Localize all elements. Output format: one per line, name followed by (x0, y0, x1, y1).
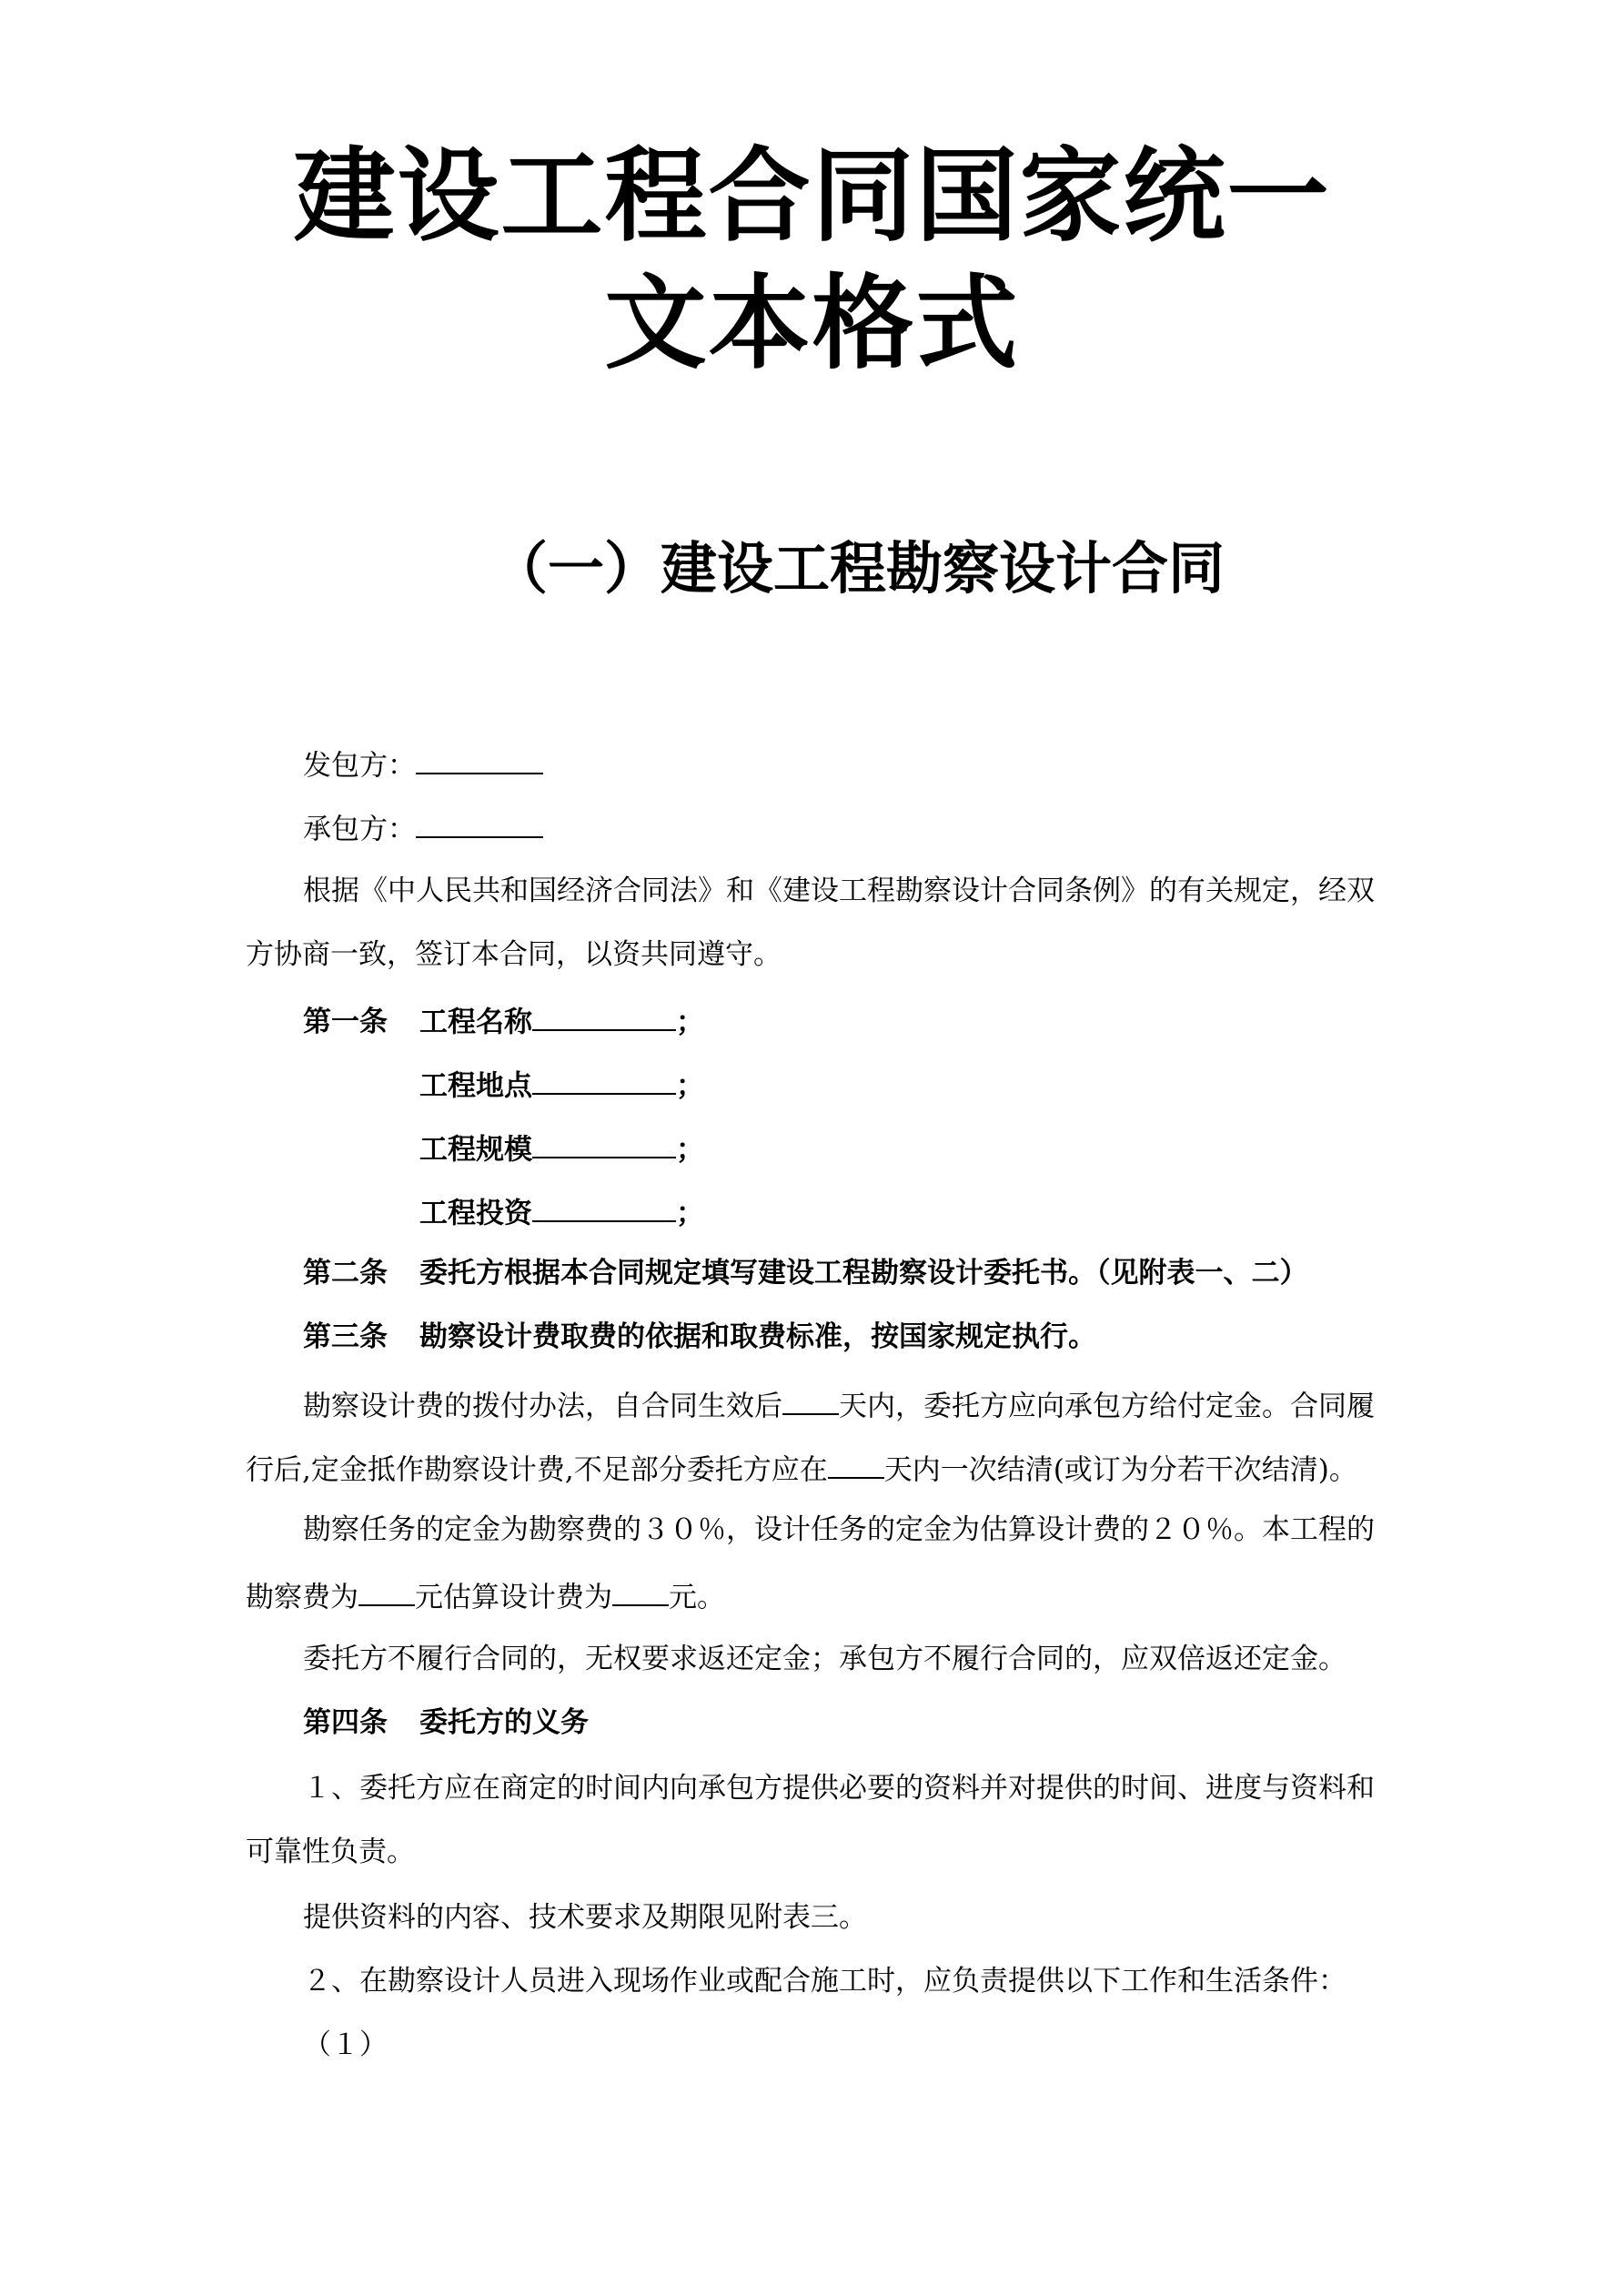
employer-field (303, 746, 543, 782)
duty-1-line-1: １、委托方应在商定的时间内向承包方提供必要的资料并对提供的时间、进度与资料和 (303, 1772, 1375, 1805)
employer-label: 发包方： (303, 749, 416, 783)
article-1-row-3 (419, 1130, 704, 1166)
article-3-heading: 第三条 (303, 1320, 388, 1353)
project-name-blank[interactable] (532, 1003, 676, 1031)
document-title-line-2: 文本格式 (604, 265, 1020, 383)
deposit-line-2 (246, 1578, 725, 1613)
article-2-heading: 第二条 (303, 1257, 388, 1290)
payment-line-2 (246, 1451, 1357, 1486)
semicolon: ； (676, 1197, 704, 1230)
duty-2: ２、在勘察设计人员进入现场作业或配合施工时，应负责提供以下工作和生活条件： (303, 1965, 1347, 1998)
duty-1-line-2: 可靠性负责。 (246, 1836, 415, 1868)
project-location-label: 工程地点 (419, 1069, 532, 1103)
deposit-text: 元估算设计费为 (415, 1581, 612, 1614)
project-location-blank[interactable] (532, 1067, 676, 1095)
project-scale-label: 工程规模 (419, 1133, 532, 1167)
contractor-label: 承包方： (303, 813, 416, 846)
article-1-heading: 第一条 (303, 1006, 388, 1039)
semicolon: ； (676, 1006, 704, 1039)
payment-text: 勘察设计费的拨付办法，自合同生效后 (303, 1390, 782, 1423)
article-3 (303, 1321, 1096, 1352)
breach-clause: 委托方不履行合同的，无权要求返还定金；承包方不履行合同的，应双倍返还定金。 (303, 1643, 1347, 1675)
contractor-field (303, 810, 543, 845)
employer-blank[interactable] (416, 746, 543, 774)
survey-fee-blank[interactable] (358, 1578, 415, 1606)
deposit-text: 元。 (669, 1581, 725, 1614)
semicolon: ； (676, 1069, 704, 1103)
design-fee-blank[interactable] (612, 1578, 669, 1606)
payment-line-1 (303, 1387, 1375, 1422)
project-name-label: 工程名称 (419, 1006, 532, 1039)
article-1-row-1 (303, 1003, 704, 1038)
deposit-days-blank[interactable] (782, 1387, 839, 1415)
project-investment-label: 工程投资 (419, 1197, 532, 1230)
preamble-line-2: 方协商一致，签订本合同，以资共同遵守。 (246, 938, 782, 971)
article-1-row-2 (419, 1067, 704, 1102)
semicolon: ； (676, 1133, 704, 1167)
project-investment-blank[interactable] (532, 1194, 676, 1222)
article-4 (303, 1707, 589, 1738)
project-scale-blank[interactable] (532, 1130, 676, 1158)
deposit-text: 勘察费为 (246, 1581, 358, 1614)
article-3-text: 勘察设计费取费的依据和取费标准，按国家规定执行。 (419, 1320, 1096, 1353)
contract-subtitle: （一）建设工程勘察设计合同 (491, 535, 1226, 602)
payment-text: 天内，委托方应向承包方给付定金。合同履 (839, 1390, 1375, 1423)
deposit-line-1: 勘察任务的定金为勘察费的３０％，设计任务的定金为估算设计费的２０％。本工程的 (303, 1513, 1375, 1546)
article-2 (303, 1258, 1308, 1289)
article-4-text: 委托方的义务 (419, 1706, 589, 1739)
document-title-line-1: 建设工程合同国家统一 (293, 137, 1331, 256)
duty-1-line-3: 提供资料的内容、技术要求及期限见附表三。 (303, 1901, 867, 1934)
article-2-text: 委托方根据本合同规定填写建设工程勘察设计委托书。（见附表一、二） (419, 1257, 1308, 1290)
payment-text: 行后,定金抵作勘察设计费,不足部分委托方应在 (246, 1453, 828, 1487)
preamble-line-1: 根据《中人民共和国经济合同法》和《建设工程勘察设计合同条例》的有关规定，经双 (303, 875, 1375, 907)
article-1-row-4 (419, 1194, 704, 1229)
settlement-days-blank[interactable] (828, 1451, 884, 1479)
duty-2-item-1: （１） (303, 2028, 388, 2061)
article-4-heading: 第四条 (303, 1706, 388, 1739)
payment-text: 天内一次结清(或订为分若干次结清)。 (883, 1453, 1357, 1487)
contractor-blank[interactable] (416, 810, 543, 838)
